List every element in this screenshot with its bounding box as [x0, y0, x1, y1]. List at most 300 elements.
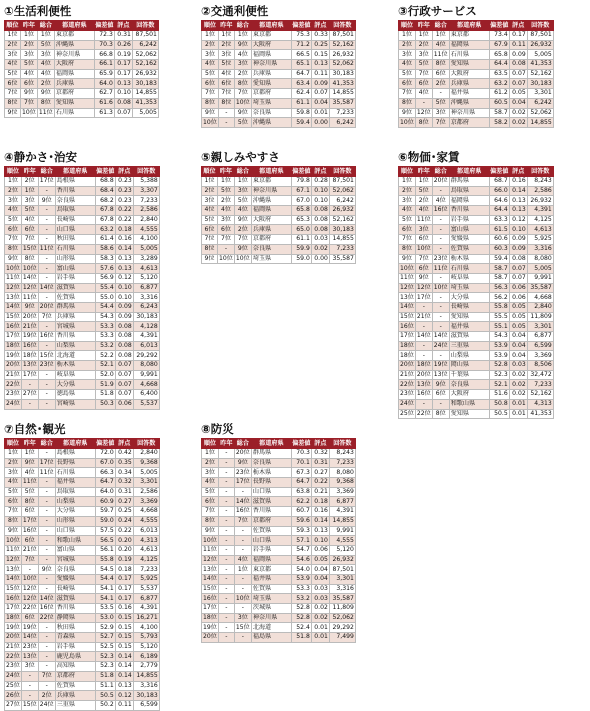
table-row: [399, 206, 554, 216]
table-cell: 8位: [399, 98, 416, 108]
table-cell: 52,162: [329, 215, 355, 225]
table-cell: -: [38, 235, 55, 245]
table-cell: 61.6: [94, 98, 114, 108]
table-row: [202, 254, 356, 264]
table-cell: 63.4: [291, 79, 311, 89]
table-cell: 3,289: [133, 254, 159, 264]
table-cell: 10位: [203, 536, 217, 544]
table-cell: 9位: [37, 89, 54, 99]
table-cell: 10位: [219, 254, 233, 262]
table-cell: 2位: [399, 186, 416, 196]
table-cell: 福島県: [251, 633, 291, 643]
table-cell: 1位: [5, 177, 22, 187]
table-cell: 0.13: [115, 681, 133, 691]
table-cell: 1位: [202, 177, 218, 187]
table-cell: 79.8: [291, 177, 311, 187]
table-cell: 8位: [202, 516, 219, 526]
table-cell: 7位: [218, 235, 235, 245]
column-header: 偏差値: [292, 21, 311, 29]
table-cell: 60.6: [489, 235, 509, 245]
table-cell: 東京都: [251, 565, 291, 575]
table-cell: 17位: [39, 459, 54, 467]
table-cell: 0.10: [311, 196, 329, 206]
table-cell: 6位: [5, 497, 22, 507]
table-row: [5, 478, 160, 488]
table-cell: 神奈川県: [449, 108, 489, 118]
table-cell: 19位: [433, 361, 448, 369]
table-cell: -: [218, 118, 234, 128]
table-cell: 4位: [218, 206, 235, 216]
table-cell: 20位: [416, 371, 431, 379]
table-cell: 0.00: [311, 118, 329, 128]
table-cell: 0.05: [311, 555, 329, 565]
table-cell: 5,120: [133, 273, 159, 283]
table-cell: 山口県: [251, 536, 291, 546]
table-cell: 58.7: [489, 264, 509, 274]
table-cell: 23位: [433, 254, 448, 262]
table-cell: 福井県: [449, 322, 489, 332]
table-cell: 3,301: [527, 89, 553, 99]
table-cell: 65.1: [291, 60, 311, 70]
table-cell: 5位: [234, 118, 251, 128]
table-cell: -: [234, 584, 251, 594]
table-cell: 7,499: [329, 633, 355, 643]
table-header-row: [202, 21, 356, 31]
table-cell: -: [38, 215, 55, 225]
table-cell: 滋賀県: [251, 497, 291, 507]
table-cell: 0.17: [114, 60, 132, 70]
table-cell: 29,292: [133, 351, 159, 361]
table-cell: 6,877: [329, 497, 355, 507]
table-cell: -: [432, 312, 449, 322]
table-cell: 3,316: [527, 244, 553, 254]
table-cell: -: [38, 341, 55, 351]
ranking-panel: [201, 2, 356, 128]
table-row: [5, 108, 159, 118]
table-cell: 大阪府: [449, 390, 489, 400]
table-row: [202, 633, 356, 643]
table-cell: 4位: [202, 478, 219, 488]
table-cell: 秋田県: [55, 235, 95, 245]
table-cell: 1位: [202, 31, 219, 41]
table-row: [399, 69, 554, 79]
table-cell: 22位: [416, 409, 431, 417]
table-row: [202, 545, 356, 555]
table-cell: 52.8: [291, 613, 311, 623]
table-cell: 3位: [202, 196, 218, 206]
table-cell: 0.15: [115, 633, 133, 643]
table-cell: 11位: [433, 264, 448, 272]
table-cell: 7,233: [133, 196, 159, 206]
table-cell: 0.09: [115, 312, 133, 322]
table-cell: -: [415, 399, 432, 409]
table-cell: 沖縄県: [449, 98, 489, 108]
table-cell: 57.1: [291, 536, 311, 546]
table-cell: 9,991: [133, 370, 159, 380]
table-cell: 8位: [432, 409, 449, 419]
table-cell: 3位: [5, 196, 22, 206]
table-row: [399, 351, 554, 361]
table-cell: 16位: [22, 342, 37, 350]
table-cell: 兵庫県: [449, 79, 489, 89]
column-header: 順位: [5, 439, 22, 449]
table-cell: 7位: [415, 69, 432, 79]
table-cell: 5位: [5, 487, 22, 497]
table-cell: 61.4: [95, 235, 115, 245]
table-cell: 87,501: [329, 565, 355, 575]
table-cell: 福岡県: [251, 555, 291, 565]
table-cell: 67.1: [291, 186, 311, 196]
table-cell: 13位: [22, 652, 37, 660]
table-cell: 16位: [6, 594, 20, 602]
table-cell: 沖縄県: [54, 40, 94, 50]
table-cell: 7,233: [329, 458, 355, 468]
table-cell: 0.08: [114, 98, 132, 108]
table-cell: -: [432, 399, 449, 409]
table-cell: 61.2: [489, 89, 509, 99]
table-cell: 24位: [6, 672, 20, 680]
table-cell: -: [38, 449, 55, 459]
table-cell: 0.07: [115, 361, 133, 371]
table-cell: 53.2: [291, 594, 311, 604]
table-cell: 14,855: [329, 516, 355, 526]
table-cell: 11位: [39, 468, 54, 476]
table-cell: -: [234, 604, 251, 614]
table-cell: 52,062: [329, 186, 355, 196]
panel-title: ⑧防災: [201, 422, 234, 436]
table-cell: 2位: [5, 458, 22, 468]
table-cell: 0.01: [509, 399, 527, 409]
table-cell: -: [432, 351, 449, 361]
ranking-panel: [4, 420, 160, 711]
table-cell: -: [432, 235, 449, 245]
table-cell: 1位: [21, 31, 38, 41]
table-cell: 0.07: [115, 390, 133, 400]
table-cell: 東京都: [251, 31, 291, 41]
table-cell: 6位: [21, 507, 38, 517]
table-cell: 8位: [202, 98, 219, 108]
column-header: 総合: [432, 21, 449, 31]
table-cell: 59.9: [291, 244, 311, 254]
table-cell: 62.4: [291, 89, 311, 99]
table-cell: 0.19: [114, 50, 132, 60]
table-cell: 54.4: [95, 302, 115, 312]
table-cell: 岩手県: [55, 642, 95, 652]
table-cell: 6位: [415, 79, 432, 89]
table-cell: 25位: [400, 409, 414, 417]
table-cell: 0.05: [509, 89, 527, 99]
table-cell: 17位: [22, 517, 37, 525]
panel-title: ⑦自然･観光: [4, 422, 66, 436]
table-cell: 14位: [39, 283, 54, 291]
table-cell: 0.09: [509, 235, 527, 245]
table-cell: 54.5: [95, 565, 115, 575]
table-cell: 6位: [5, 225, 22, 235]
table-cell: 宮城県: [55, 322, 95, 332]
table-cell: 6,242: [527, 98, 553, 108]
table-row: [5, 487, 160, 497]
table-cell: 1位: [5, 449, 22, 459]
table-row: [5, 545, 160, 555]
table-cell: 0.14: [115, 652, 133, 662]
table-cell: 3,369: [133, 497, 159, 507]
table-cell: 64.0: [95, 487, 115, 497]
table-cell: 72.3: [94, 31, 114, 41]
table-cell: 64.6: [489, 196, 509, 206]
table-cell: 18位: [6, 342, 20, 350]
table-cell: -: [218, 545, 234, 555]
table-cell: 53.3: [95, 322, 115, 332]
table-cell: 58.7: [489, 108, 509, 118]
table-row: [202, 507, 356, 517]
table-row: [5, 235, 160, 245]
table-cell: 0.13: [114, 79, 132, 89]
table-cell: 19位: [22, 623, 37, 631]
table-cell: 0.31: [115, 487, 133, 497]
column-header: 都道府県: [251, 167, 291, 177]
table-cell: -: [21, 565, 38, 575]
table-row: [202, 89, 356, 99]
column-header: 昨年: [220, 21, 233, 29]
table-cell: 0.25: [115, 507, 133, 517]
table-row: [5, 89, 159, 99]
table-header-row: [5, 21, 159, 31]
table-cell: 14位: [235, 497, 250, 505]
table-cell: 0.04: [509, 351, 527, 361]
table-row: [5, 526, 160, 536]
table-cell: 沖縄県: [251, 196, 291, 206]
table-row: [5, 604, 160, 614]
table-cell: 0.07: [114, 108, 132, 118]
table-cell: 1位: [21, 186, 38, 196]
table-cell: 14位: [39, 594, 54, 602]
table-cell: 67.0: [95, 458, 115, 468]
table-cell: 石川県: [55, 244, 95, 254]
table-cell: 0.06: [311, 545, 329, 555]
table-cell: 2位: [415, 196, 432, 206]
table-cell: 0.13: [509, 196, 527, 206]
table-cell: 68.7: [489, 177, 509, 187]
table-cell: 9位: [5, 526, 22, 536]
table-cell: 4位: [21, 468, 38, 478]
table-cell: 87,501: [329, 31, 355, 41]
table-cell: 2,840: [527, 302, 553, 312]
column-header: 回答数: [329, 21, 355, 31]
table-cell: 栃木県: [251, 468, 291, 478]
table-cell: 0.33: [311, 31, 329, 41]
table-row: [5, 497, 160, 507]
table-cell: 15位: [400, 312, 414, 320]
table-row: [399, 341, 554, 351]
table-row: [5, 584, 160, 594]
table-cell: 0.11: [115, 700, 133, 710]
table-cell: 29,292: [329, 623, 355, 633]
table-cell: 4,668: [527, 293, 553, 303]
table-cell: 5位: [202, 487, 219, 497]
table-row: [399, 312, 554, 322]
table-cell: 3位: [21, 662, 38, 672]
column-header: 評点: [114, 21, 132, 31]
table-cell: 56.1: [95, 545, 115, 555]
table-cell: 6,242: [132, 40, 158, 50]
table-cell: 佐賀県: [251, 584, 291, 594]
column-header: 順位: [202, 21, 219, 31]
ranking-panel: [201, 420, 356, 643]
table-row: [5, 79, 159, 89]
column-header: 偏差値: [96, 167, 115, 175]
table-cell: 23位: [400, 390, 414, 398]
table-cell: 11位: [22, 478, 37, 486]
table-cell: 石川県: [55, 468, 95, 478]
column-header: 総合: [432, 167, 449, 177]
table-row: [202, 60, 356, 70]
table-cell: 6,242: [329, 196, 355, 206]
table-cell: 山口県: [55, 225, 95, 235]
table-cell: -: [21, 399, 38, 409]
table-cell: 0.08: [115, 341, 133, 351]
table-cell: 0.35: [115, 458, 133, 468]
table-cell: 0.23: [115, 196, 133, 206]
table-cell: -: [218, 565, 234, 575]
table-row: [399, 98, 554, 108]
table-cell: 8位: [399, 244, 416, 254]
table-cell: 55.1: [489, 322, 509, 332]
table-cell: 4位: [21, 69, 38, 79]
table-cell: 5位: [5, 69, 21, 79]
table-cell: 56.9: [95, 273, 115, 283]
table-cell: 58.6: [95, 244, 115, 254]
table-cell: 6位: [21, 79, 38, 89]
table-cell: -: [234, 633, 251, 643]
table-cell: -: [38, 273, 55, 283]
table-cell: 沖縄県: [251, 118, 291, 128]
table-cell: 0.13: [311, 60, 329, 70]
table-row: [399, 196, 554, 206]
table-row: [5, 594, 160, 604]
table-cell: -: [432, 322, 449, 332]
table-cell: 山梨県: [55, 341, 95, 351]
table-row: [5, 341, 160, 351]
table-cell: 福岡県: [449, 40, 489, 50]
table-cell: 54.4: [95, 574, 115, 584]
table-cell: -: [218, 478, 234, 488]
table-cell: 62.2: [291, 497, 311, 507]
table-cell: 0.15: [115, 613, 133, 623]
column-header: 回答数: [329, 167, 355, 177]
table-cell: -: [218, 574, 234, 584]
table-cell: 7位: [5, 89, 21, 99]
table-cell: 41,353: [527, 409, 553, 419]
table-row: [202, 487, 356, 497]
table-cell: -: [218, 584, 234, 594]
table-cell: 15位: [203, 584, 217, 592]
table-cell: 27位: [6, 701, 20, 709]
table-cell: 8,080: [133, 361, 159, 371]
table-cell: 大阪府: [449, 69, 489, 79]
table-cell: 0.04: [509, 341, 527, 351]
table-cell: -: [38, 516, 55, 526]
table-cell: 1位: [415, 31, 432, 41]
table-cell: 愛媛県: [55, 574, 95, 584]
column-header: 偏差値: [96, 439, 115, 447]
table-cell: 京都府: [54, 89, 94, 99]
table-cell: 26位: [6, 691, 20, 699]
table-cell: 1位: [399, 31, 416, 41]
column-header: 回答数: [133, 439, 159, 449]
table-cell: 52.7: [95, 633, 115, 643]
table-cell: 7,233: [329, 244, 355, 254]
table-row: [5, 468, 160, 478]
table-cell: 0.04: [311, 98, 329, 108]
table-cell: 福井県: [449, 89, 489, 99]
table-cell: 2,586: [133, 206, 159, 216]
table-cell: 8,080: [527, 254, 553, 264]
table-cell: 0.02: [311, 244, 329, 254]
table-cell: -: [234, 526, 251, 536]
table-cell: 16位: [39, 604, 54, 612]
table-cell: 京都府: [251, 235, 291, 245]
table-cell: 7位: [202, 235, 218, 245]
table-cell: 5位: [432, 98, 449, 108]
table-row: [5, 555, 160, 565]
table-cell: 4位: [432, 40, 449, 50]
table-cell: 21位: [22, 322, 37, 330]
table-cell: 52.3: [489, 370, 509, 380]
table-cell: 64.7: [291, 478, 311, 488]
table-cell: 14,855: [132, 89, 158, 99]
table-cell: 0.05: [509, 302, 527, 312]
table-cell: -: [38, 487, 55, 497]
table-cell: 12位: [416, 283, 431, 291]
table-cell: 愛知県: [251, 79, 291, 89]
table-cell: 53.9: [489, 351, 509, 361]
table-row: [5, 642, 160, 652]
table-cell: 23位: [22, 643, 37, 651]
table-cell: 兵庫県: [251, 69, 291, 79]
table-cell: 0.26: [114, 40, 132, 50]
table-cell: 22位: [6, 652, 20, 660]
table-cell: 50.5: [95, 691, 115, 701]
table-cell: 0.07: [115, 370, 133, 380]
table-cell: 65.3: [291, 215, 311, 225]
table-cell: 68.4: [95, 186, 115, 196]
table-header-row: [399, 21, 554, 31]
table-cell: 2位: [218, 196, 235, 206]
table-cell: 7位: [234, 516, 251, 526]
table-cell: 0.10: [509, 225, 527, 235]
table-cell: 62.7: [94, 89, 114, 99]
table-cell: 埼玉県: [251, 594, 291, 604]
table-cell: 0.01: [509, 409, 527, 419]
table-cell: 52.3: [95, 652, 115, 662]
table-cell: 41,353: [527, 60, 553, 70]
table-cell: 73.4: [489, 31, 509, 41]
table-cell: 59.3: [291, 526, 311, 536]
table-cell: 21位: [400, 371, 414, 379]
table-cell: 7位: [432, 118, 449, 128]
table-cell: 5,005: [527, 50, 553, 60]
table-cell: 3位: [218, 50, 234, 60]
table-row: [5, 273, 160, 283]
table-row: [5, 574, 160, 584]
table-cell: 0.02: [509, 380, 527, 390]
table-cell: 3,369: [329, 487, 355, 497]
table-cell: 2位: [218, 40, 234, 50]
table-cell: 22位: [6, 380, 20, 388]
table-cell: 0.07: [311, 89, 329, 99]
table-cell: 14位: [203, 575, 217, 583]
table-row: [202, 79, 356, 89]
